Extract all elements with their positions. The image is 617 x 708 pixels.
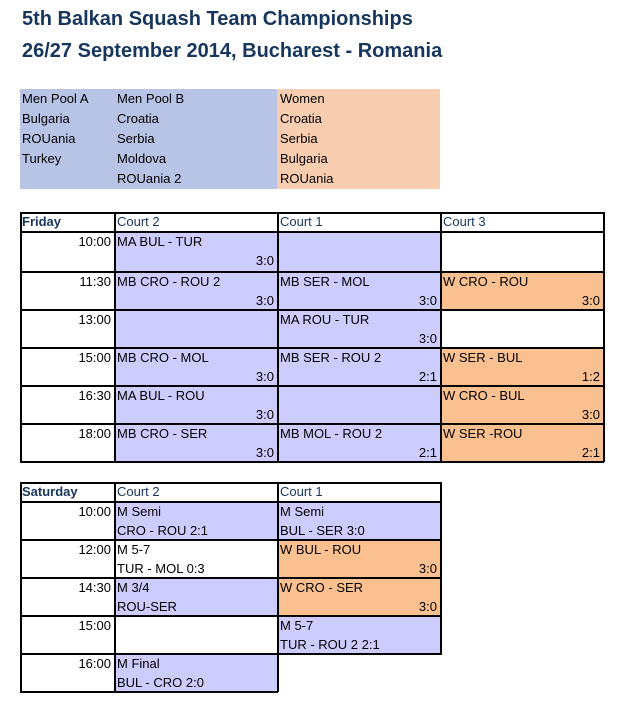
match-label: W CRO - SER (280, 580, 364, 595)
match-label: W CRO - BUL (443, 388, 525, 403)
match-score: 3:0 (255, 293, 274, 308)
match-score: 3:0 (418, 561, 437, 576)
match-label: M Semi (117, 504, 162, 519)
pool-team: Serbia (117, 131, 155, 146)
match-result: TUR - ROU 2 2:1 (280, 637, 380, 652)
pool-team: Croatia (117, 111, 159, 126)
court-header (441, 212, 604, 232)
match-label: M Final (117, 656, 160, 671)
match-cell (278, 348, 441, 386)
time-cell (20, 272, 115, 310)
time-label: 16:30 (78, 388, 111, 403)
grid-line (20, 309, 604, 311)
grid-line (114, 212, 116, 462)
match-score: 3:0 (581, 293, 600, 308)
match-cell (278, 424, 441, 462)
time-label: 11:30 (79, 274, 111, 289)
match-result: BUL - CRO 2:0 (117, 675, 204, 690)
grid-line (20, 539, 441, 541)
match-result: BUL - SER 3:0 (280, 523, 365, 538)
match-cell (115, 654, 278, 692)
match-cell (115, 616, 278, 654)
match-label: W SER - BUL (443, 350, 523, 365)
grid-line (20, 347, 604, 349)
match-label: MB CRO - SER (117, 426, 208, 441)
grid-line (20, 385, 604, 387)
match-label: W CRO - ROU (443, 274, 529, 289)
match-cell (278, 540, 441, 578)
header-label: Court 1 (280, 214, 323, 229)
time-cell (20, 424, 115, 462)
header-label: Court 1 (280, 484, 323, 499)
match-score: 3:0 (418, 599, 437, 614)
header-label: Court 2 (117, 484, 160, 499)
pool-team: ROUania (22, 131, 76, 146)
match-label: MA ROU - TUR (280, 312, 370, 327)
match-result: ROU-SER (117, 599, 177, 614)
match-cell (278, 616, 441, 654)
grid-line (20, 212, 604, 214)
match-score: 3:0 (255, 407, 274, 422)
day-header (20, 482, 115, 502)
grid-line (20, 212, 22, 462)
grid-line (20, 482, 441, 484)
match-score: 2:1 (418, 369, 437, 384)
grid-line (440, 212, 442, 462)
time-label: 14:30 (78, 580, 111, 595)
pool-team: Moldova (117, 151, 167, 166)
match-cell (115, 348, 278, 386)
match-label: M 3/4 (117, 580, 150, 595)
pool-team: ROUania 2 (117, 171, 182, 186)
match-result: TUR - MOL 0:3 (117, 561, 205, 576)
match-score: 3:0 (418, 331, 437, 346)
match-cell (441, 424, 604, 462)
header-label: Court 2 (117, 214, 160, 229)
match-label: M Semi (280, 504, 325, 519)
match-score: 2:1 (581, 445, 600, 460)
match-score: 3:0 (581, 407, 600, 422)
time-cell (20, 540, 115, 578)
pool-header: Men Pool A (22, 91, 89, 106)
match-label: W BUL - ROU (280, 542, 362, 557)
match-cell (115, 578, 278, 616)
match-cell (278, 232, 441, 272)
pool-team: Bulgaria (22, 111, 70, 126)
page-title: 5th Balkan Squash Team Championships (22, 8, 413, 30)
court-header (278, 212, 441, 232)
time-cell (20, 310, 115, 348)
match-cell (441, 232, 604, 272)
pool-header: Women (280, 91, 325, 106)
match-cell (115, 272, 278, 310)
time-label: 15:00 (78, 350, 111, 365)
match-cell (115, 540, 278, 578)
match-cell (278, 386, 441, 424)
pool-team: Croatia (280, 111, 322, 126)
grid-line (603, 212, 605, 462)
match-cell (278, 310, 441, 348)
grid-line (440, 482, 442, 655)
pool-team: ROUania (280, 171, 334, 186)
time-label: 15:00 (78, 618, 111, 633)
grid-line (20, 271, 604, 273)
match-score: 3:0 (255, 369, 274, 384)
grid-line (20, 231, 604, 233)
match-cell (441, 272, 604, 310)
time-label: 10:00 (78, 234, 111, 249)
court-header (115, 212, 278, 232)
time-cell (20, 232, 115, 272)
match-cell (115, 310, 278, 348)
match-cell (115, 502, 278, 540)
match-label: MA BUL - ROU (117, 388, 205, 403)
time-cell (20, 578, 115, 616)
time-label: 10:00 (78, 504, 111, 519)
time-cell (20, 654, 115, 692)
court-header (115, 482, 278, 502)
time-cell (20, 348, 115, 386)
match-label: M 5-7 (280, 618, 314, 633)
match-result: CRO - ROU 2:1 (117, 523, 209, 538)
grid-line (20, 482, 22, 692)
grid-line (20, 653, 441, 655)
header-label: Court 3 (443, 214, 486, 229)
match-cell (115, 386, 278, 424)
match-score: 3:0 (255, 253, 274, 268)
match-cell (441, 386, 604, 424)
match-cell (278, 578, 441, 616)
grid-line (20, 577, 441, 579)
match-label: MB MOL - ROU 2 (280, 426, 383, 441)
time-cell (20, 502, 115, 540)
grid-line (277, 482, 279, 692)
pool-header: Men Pool B (117, 91, 185, 106)
grid-line (20, 501, 441, 503)
match-label: W SER -ROU (443, 426, 523, 441)
grid-line (20, 423, 604, 425)
grid-line (20, 461, 604, 463)
match-cell (441, 310, 604, 348)
time-label: 16:00 (78, 656, 111, 671)
header-label: Friday (22, 214, 62, 229)
match-label: MB SER - ROU 2 (280, 350, 382, 365)
match-label: MB SER - MOL (280, 274, 370, 289)
time-cell (20, 616, 115, 654)
match-cell (115, 424, 278, 462)
match-label: M 5-7 (117, 542, 151, 557)
match-label: MB CRO - ROU 2 (117, 274, 221, 289)
time-cell (20, 386, 115, 424)
pool-team: Serbia (280, 131, 318, 146)
time-label: 13:00 (78, 312, 111, 327)
match-label: MA BUL - TUR (117, 234, 203, 249)
day-header (20, 212, 115, 232)
grid-line (277, 212, 279, 462)
match-cell (441, 348, 604, 386)
grid-line (114, 482, 116, 692)
match-score: 1:2 (581, 369, 600, 384)
grid-line (20, 615, 441, 617)
court-header (278, 482, 441, 502)
match-cell (278, 272, 441, 310)
match-score: 3:0 (418, 293, 437, 308)
time-label: 18:00 (78, 426, 111, 441)
pool-team: Turkey (22, 151, 62, 166)
match-label: MB CRO - MOL (117, 350, 209, 365)
page-subtitle: 26/27 September 2014, Bucharest - Romania (22, 40, 443, 62)
pool-team: Bulgaria (280, 151, 328, 166)
match-score: 2:1 (418, 445, 437, 460)
match-cell (115, 232, 278, 272)
match-cell (278, 502, 441, 540)
time-label: 12:00 (78, 542, 111, 557)
match-score: 3:0 (255, 445, 274, 460)
grid-line (20, 691, 278, 693)
header-label: Saturday (22, 484, 78, 499)
